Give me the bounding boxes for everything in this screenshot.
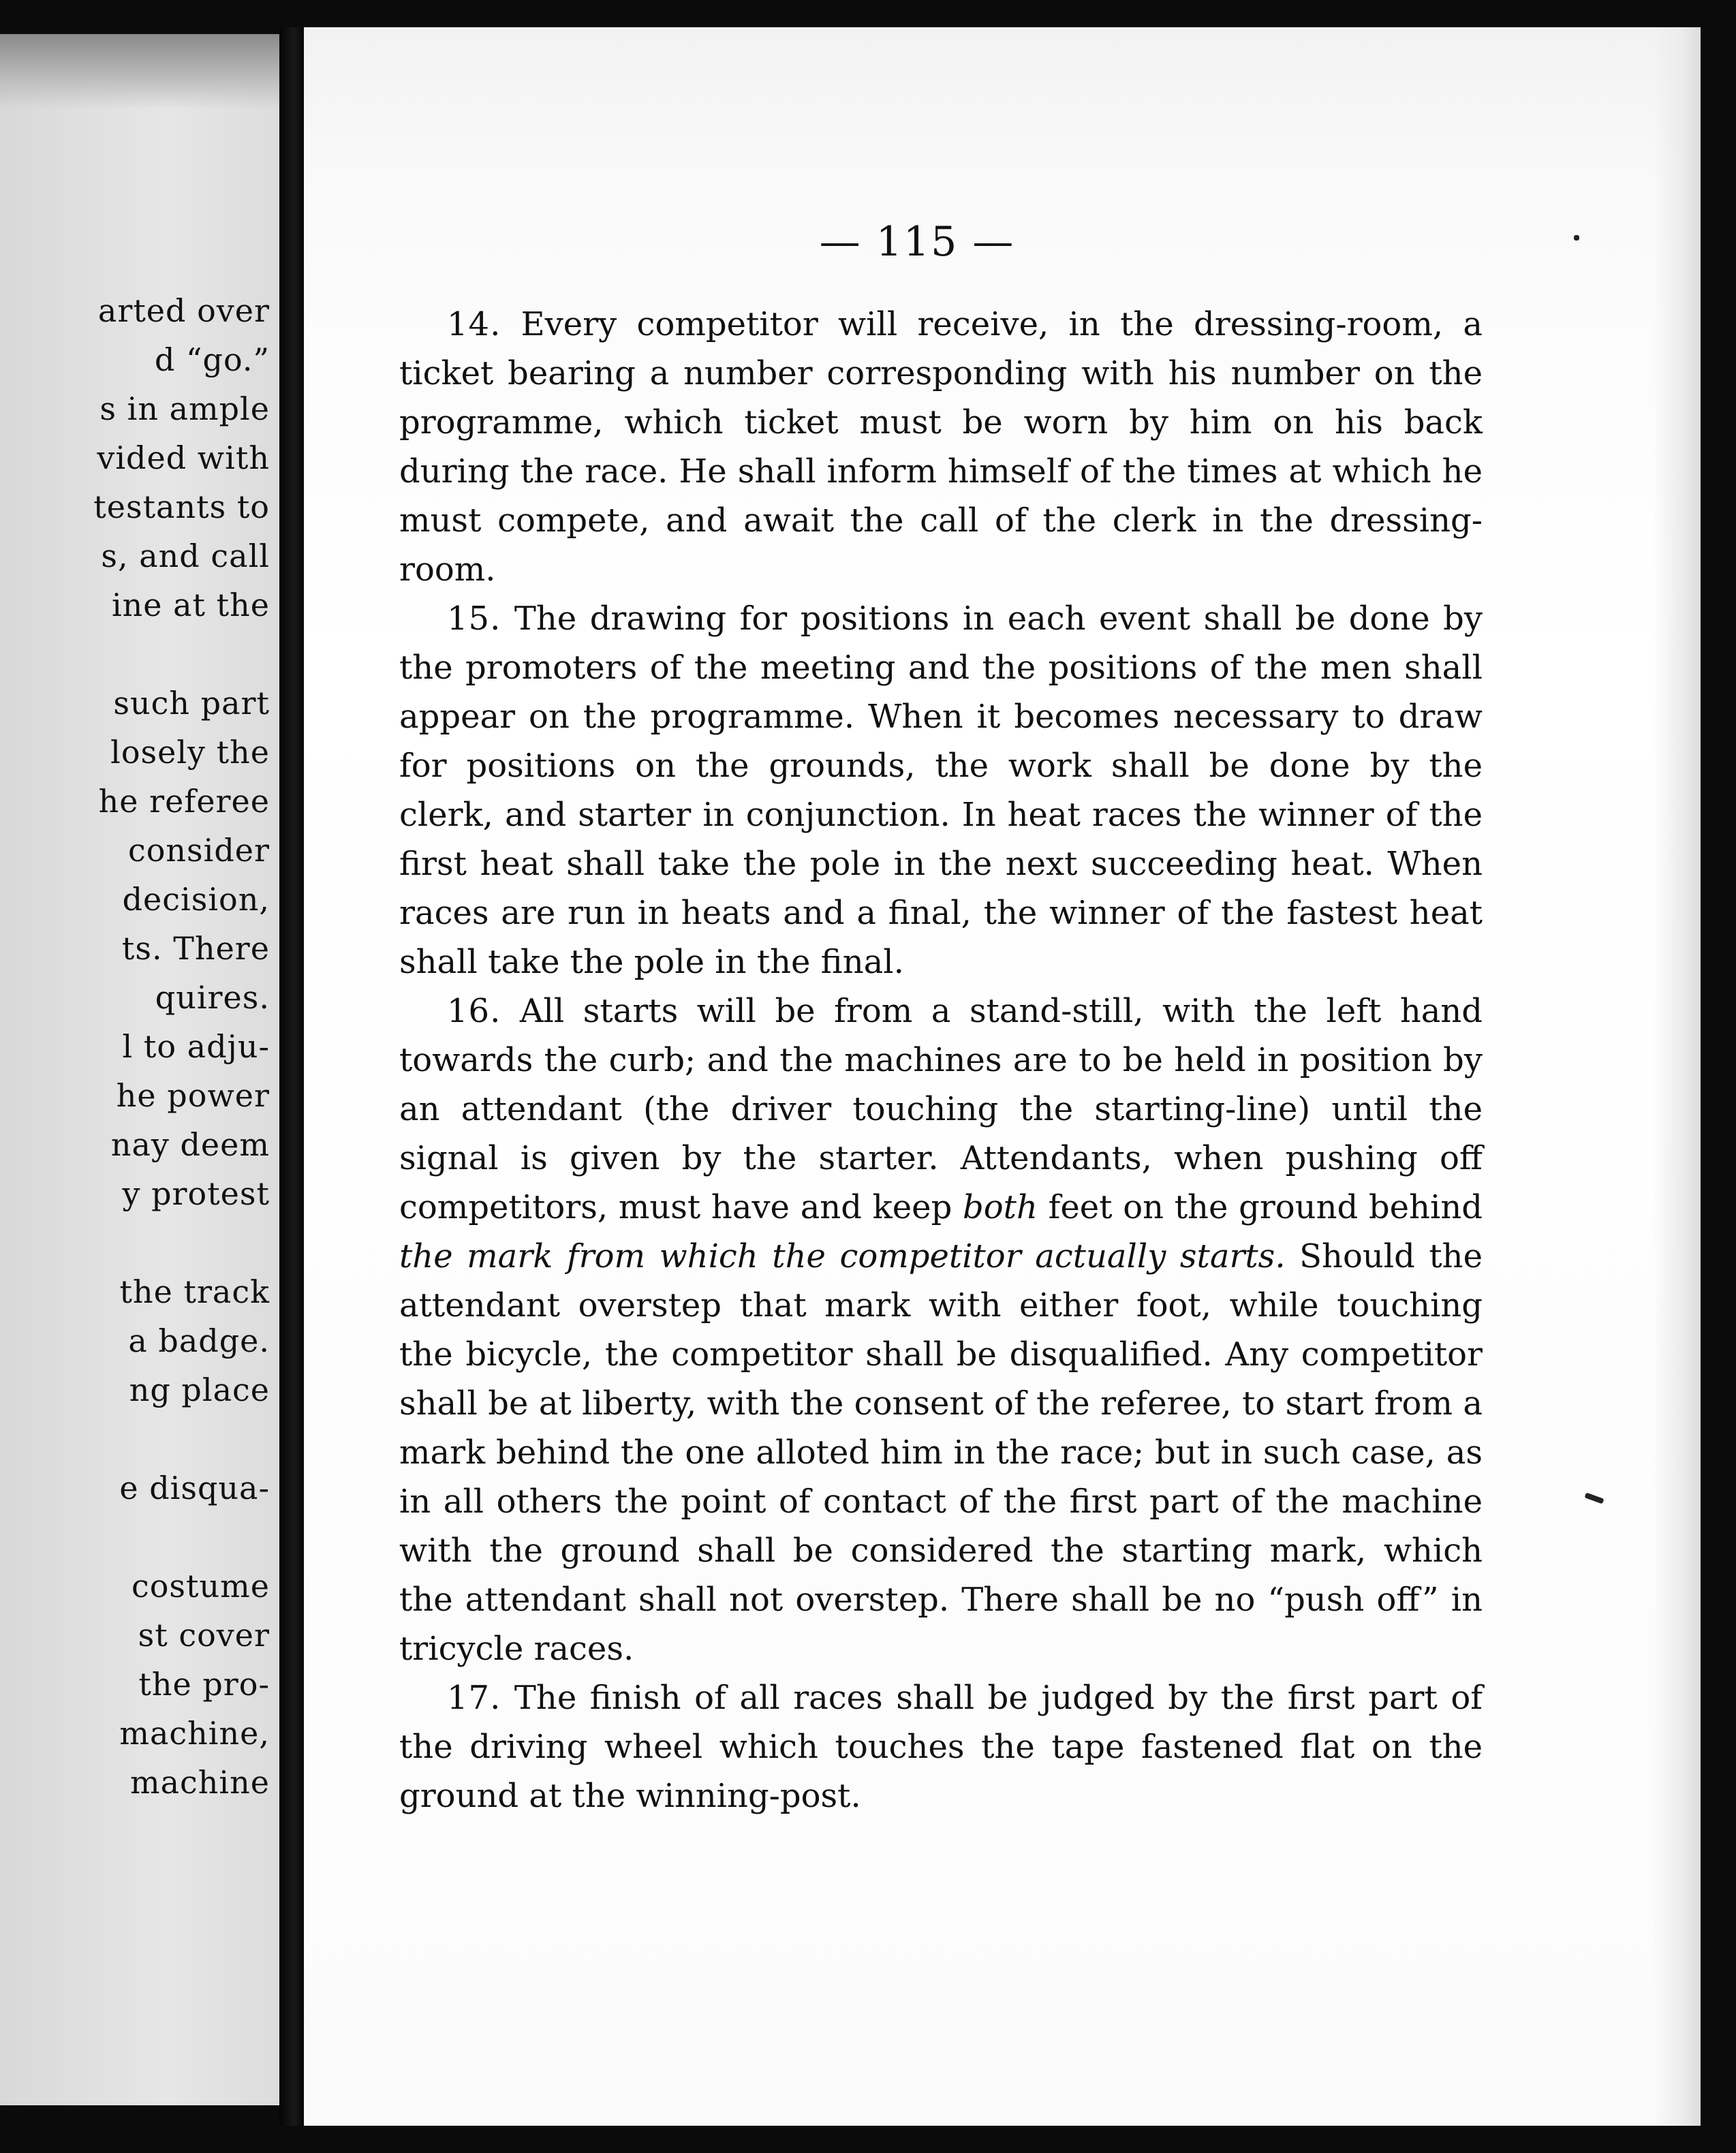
rule-text: Every competitor will receive, in the dressing-room, a ticket bearing a number corresponding with his number on the programme, which ticket must be worn by him on his back during the race. He shall inform himself of the times at which he must compete, and await the call of the clerk in the dressing-room. <box>399 305 1483 589</box>
left-line <box>0 1218 270 1267</box>
left-line: s, and call <box>101 538 270 574</box>
left-line: arted over <box>97 292 270 329</box>
rule-emphasis: the mark from which the competitor actually starts. <box>399 1237 1286 1275</box>
left-line <box>0 1513 270 1562</box>
left-line: costume <box>131 1568 270 1605</box>
left-line: the track <box>119 1273 270 1310</box>
left-line: such part <box>113 685 270 722</box>
left-line <box>0 630 270 679</box>
left-line: y protest <box>122 1175 270 1212</box>
rule-14 <box>399 300 1483 594</box>
page-fold-shadow <box>1653 27 1701 2126</box>
left-line: st cover <box>138 1617 270 1654</box>
left-line: the pro- <box>138 1666 270 1703</box>
rule-text: The drawing for positions in each event shall be done by the promoters of the meeting and the positions of the men shall appear on the programme. When it becomes necessary to draw for positions on the grounds, the work shall be done by the clerk, and starter in conjunction. In heat races the winner of the first heat shall take the pole in the next succeeding heat. When races are run in heats and a final, the winner of the fastest heat shall take the pole in the final. <box>399 600 1483 981</box>
page-number: — 115 — <box>819 218 1015 266</box>
rule-text: feet on the ground behind <box>1048 1188 1483 1226</box>
left-line: s in ample <box>99 390 270 427</box>
left-line: consider <box>127 832 270 869</box>
rule-number: 16. <box>447 992 501 1030</box>
left-line: ts. There <box>121 930 270 967</box>
rules-text <box>399 300 1483 1821</box>
left-line: nay deem <box>110 1126 270 1163</box>
left-line: decision, <box>122 881 270 918</box>
rule-number: 14. <box>447 305 501 343</box>
rule-number: 15. <box>447 600 501 638</box>
right-page <box>304 27 1701 2126</box>
left-facing-page <box>0 34 279 2105</box>
left-line: ng place <box>129 1372 270 1408</box>
rule-emphasis: both <box>963 1188 1038 1226</box>
book-gutter <box>279 27 304 2126</box>
page-edge-shadow <box>0 34 279 109</box>
rule-15 <box>399 594 1483 987</box>
rule-text: All starts will be from a stand-still, with the left hand towards the curb; and the machines are to be held in position by an attendant (the driver touching the starting-line) until the signal is given by the starter. Attendants, when pushing off competitors, must have and keep <box>399 992 1483 1226</box>
rule-text: The finish of all races shall be judged by the first part of the driving wheel which touches the tape fastened flat on the ground at the winning-post. <box>399 1679 1483 1815</box>
left-line: vided with <box>97 439 270 476</box>
left-line: quires. <box>155 979 270 1016</box>
left-line: he power <box>116 1077 270 1114</box>
left-line: ine at the <box>111 587 270 623</box>
left-line: machine, <box>119 1715 270 1752</box>
rule-16 <box>399 987 1483 1673</box>
left-line <box>0 1414 270 1463</box>
scan-speck <box>1574 235 1579 241</box>
left-line: e disqua- <box>119 1470 270 1506</box>
left-line: testants to <box>93 489 270 525</box>
left-line: l to adju- <box>122 1028 270 1065</box>
left-line: machine <box>130 1764 270 1801</box>
rule-number: 17. <box>447 1679 501 1717</box>
left-page-text-fragments <box>0 286 270 1807</box>
rule-text: Should the attendant overstep that mark with either foot, while touching the bicycle, the competitor shall be disqualified. Any competitor shall be at liberty, with the consent of the referee, to start from a mark behind the one alloted him in the race; but in such case, as in all others the point of contact of the first part of the machine with the ground shall be considered the starting mark, which the attendant shall not overstep. There shall be no “push off” in tricycle races. <box>399 1237 1483 1668</box>
left-line: he referee <box>98 783 270 820</box>
left-line: d “go.” <box>154 341 270 378</box>
rule-17 <box>399 1673 1483 1821</box>
left-line: losely the <box>110 734 270 771</box>
left-line: a badge. <box>128 1322 270 1359</box>
